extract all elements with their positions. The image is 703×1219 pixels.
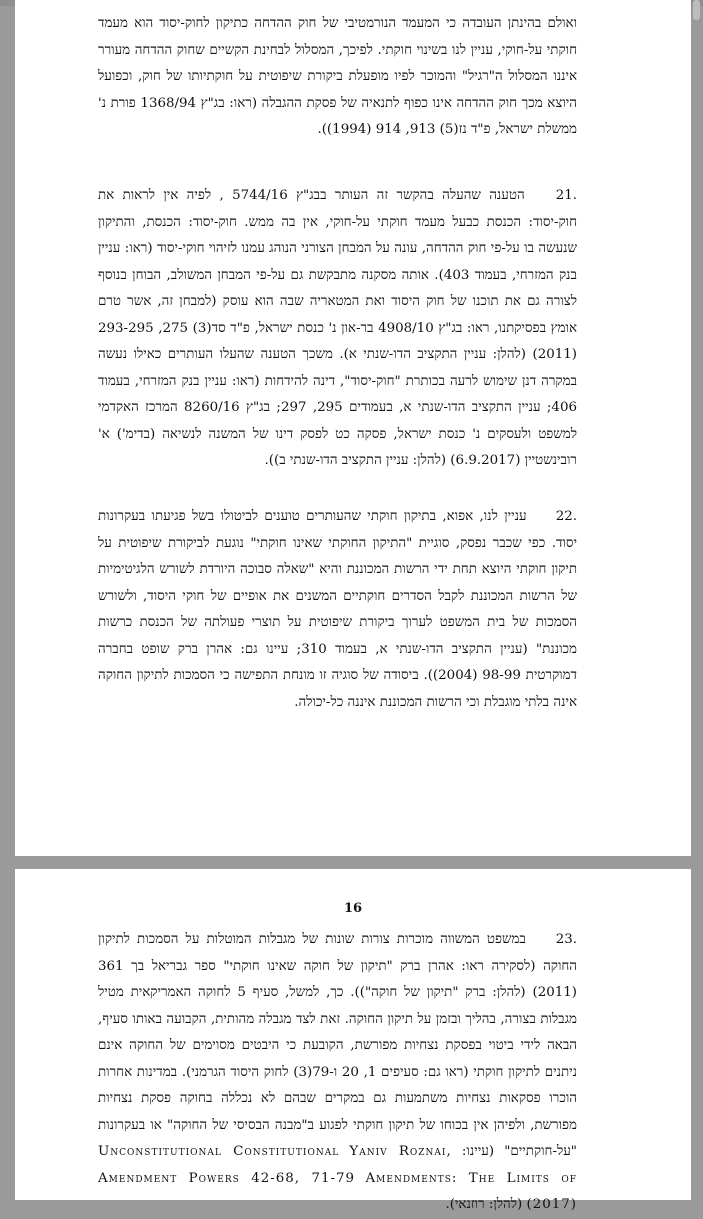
paragraph-text: ואולם בהינתן העובדה כי המעמד הנורמטיבי של חוק ההדחה כתיקון לחוק-יסוד הוא מעמד חוקתי על-חוקי, עניין לנו בשינוי חוקתי. לפיכך, המסלול לבחינת הקשיים שחוק ההדחה מעורר איננו המסלול ה"רגיל" והמוכר לפיו מופעלת ביקורת שיפוטית על חוקתיותו של חוק, וכפועל היוצא מכך חוק ההדחה אינו כפוף לתנאיה של פסקת ההגבלה (ראו: בג"ץ 1368/94 פורת נ' ממשלת ישראל, פ"ד נז(5) 913, 914 (1994)). — [98, 16, 577, 137]
scrollbar-thumb[interactable] — [693, 0, 700, 20]
paragraph-number: 21. — [555, 188, 577, 203]
paragraph-number: 22. — [555, 509, 577, 524]
paragraph-text: במשפט המשווה מוכרות צורות שונות של מגבלות המוטלות על הסמכות לתיקון החוקה (לסקירה ראו: אהרן ברק "תיקון של חוקה שאינו חוקתי" ספר גבריאל בך 361 (2011) (להלן: ברק "תיקון של חוקה")). כך, למשל, סעיף 5 לחוקה האמריקאית מטיל מגבלות בצורה, בהליך ובזמן על תיקון החוקה. זאת לצד מגבלה מהותית, הקבועה באותו סעיף, הבאה לידי ביטוי בפסקת נצחיות מפורשת, הקובעת כי היבטים מסוימים של החוקה אינם ניתנים לתיקון חוקתי (ראו גם: סעיפים 1, 20 ו-79(3) לחוק היסוד הגרמני). במדינות אחרות הוכרו פסקאות נצחיות משתמעות גם במקרים שבהם לא נכללה בחוקה פסקת נצחיות מפורשת, ולפיהן אין בכוחו של תיקון חוקתי לפגוע ב"מבנה הבסיסי של החוקה" או בעקרונות "על-חוקתיים" (עיינו: — [98, 932, 577, 1159]
citation-title: Unconstitutional Constitutional Amendments: The Limits of — [98, 1144, 577, 1186]
citation-author: Yaniv Roznai, — [349, 1144, 452, 1159]
paragraph-number: 23. — [555, 932, 577, 947]
paragraph-text: עניין לנו, אפוא, בתיקון חוקתי שהעותרים טוענים לביטולו בשל פגיעתו בעקרונות יסוד. כפי שכבר נפסק, סוגיית "התיקון החוקתי שאינו חוקתי" נוגעת לביקורת שיפוטית על תיקון חוקתי היוצא תחת ידי הרשות המכוננת והיא "שאלה סבוכה היורדת לשורש הלגיטימיות של הרשות המכוננת לקבל הסדרים חוקתיים המשנים את אופיים של חוקי היסוד, ולשורש הסמכות של בית המשפט לערוך ביקורת שיפוטית על תוצרי פעולתה של הכנסת כרשות מכוננת" (עניין התקציב הדו-שנתי א, בעמוד 310; עיינו גם: אהרן ברק שופט בחברה דמוקרטית 98-99 (2004)). ביסודה של סוגיה זו מונחת התפישה כי הסמכות לתיקון החוקה אינה בלתי מוגבלת וכי הרשות המכוננת איננה כל-יכולה. — [98, 509, 577, 710]
citation-short-name: (להלן: רוזנאי). — [445, 1197, 523, 1212]
paragraph-text: הטענה שהעלה בהקשר זה העותר בבג"ץ 5744/16 , לפיה אין לראות את חוק-יסוד: הכנסת כבעל מעמד חוקתי על-חוקי, אין בה ממש. חוק-יסוד: הכנסת, והתיקון שנעשה בו על-פי חוק ההדחה, עונה על המבחן הצורני הנוהג עמנו לזיהוי חוקי-יסוד (ראו: עניין בנק המזרחי, בעמוד 403). אותה מסקנה מתבקשת גם על-פי המבחן המשולב, הבוחן בנוסף לצורה גם את תוכנו של חוק היסוד ואת המטאריה שבה הוא עוסק (למבחן זה, אשר טרם אומץ בפסיקתנו, ראו: בג"ץ 4908/10 בר-און נ' כנסת ישראל, פ"ד סד(3) 275, 293-295 (2011) (להלן: עניין התקציב הדו-שנתי א). משכך הטענה שהעלו העותרים כאילו נעשה במקרה דנן שימוש לרעה בכותרת "חוק-יסוד", דינה להידחות (ראו: עניין בנק המזרחי, בעמוד 406; עניין התקציב הדו-שנתי א, בעמודים 295, 297; בג"ץ 8260/16 המרכז האקדמי למשפט ולעסקים נ' כנסת ישראל, פסקה כט לפסק דינו של המשנה לנשיאה (בדימ') א' רובינשטיין (6.9.2017) (להלן: עניין התקציב הדו-שנתי ב)). — [98, 188, 577, 468]
paragraph-21 — [98, 183, 577, 475]
paragraph-22 — [98, 504, 577, 716]
page-number: 16 — [343, 901, 363, 916]
paragraph-continuation — [98, 11, 577, 144]
paragraph-23 — [98, 927, 577, 1219]
citation-pages: Amendment Powers 42-68, 71-79 (2017) — [98, 1170, 577, 1212]
